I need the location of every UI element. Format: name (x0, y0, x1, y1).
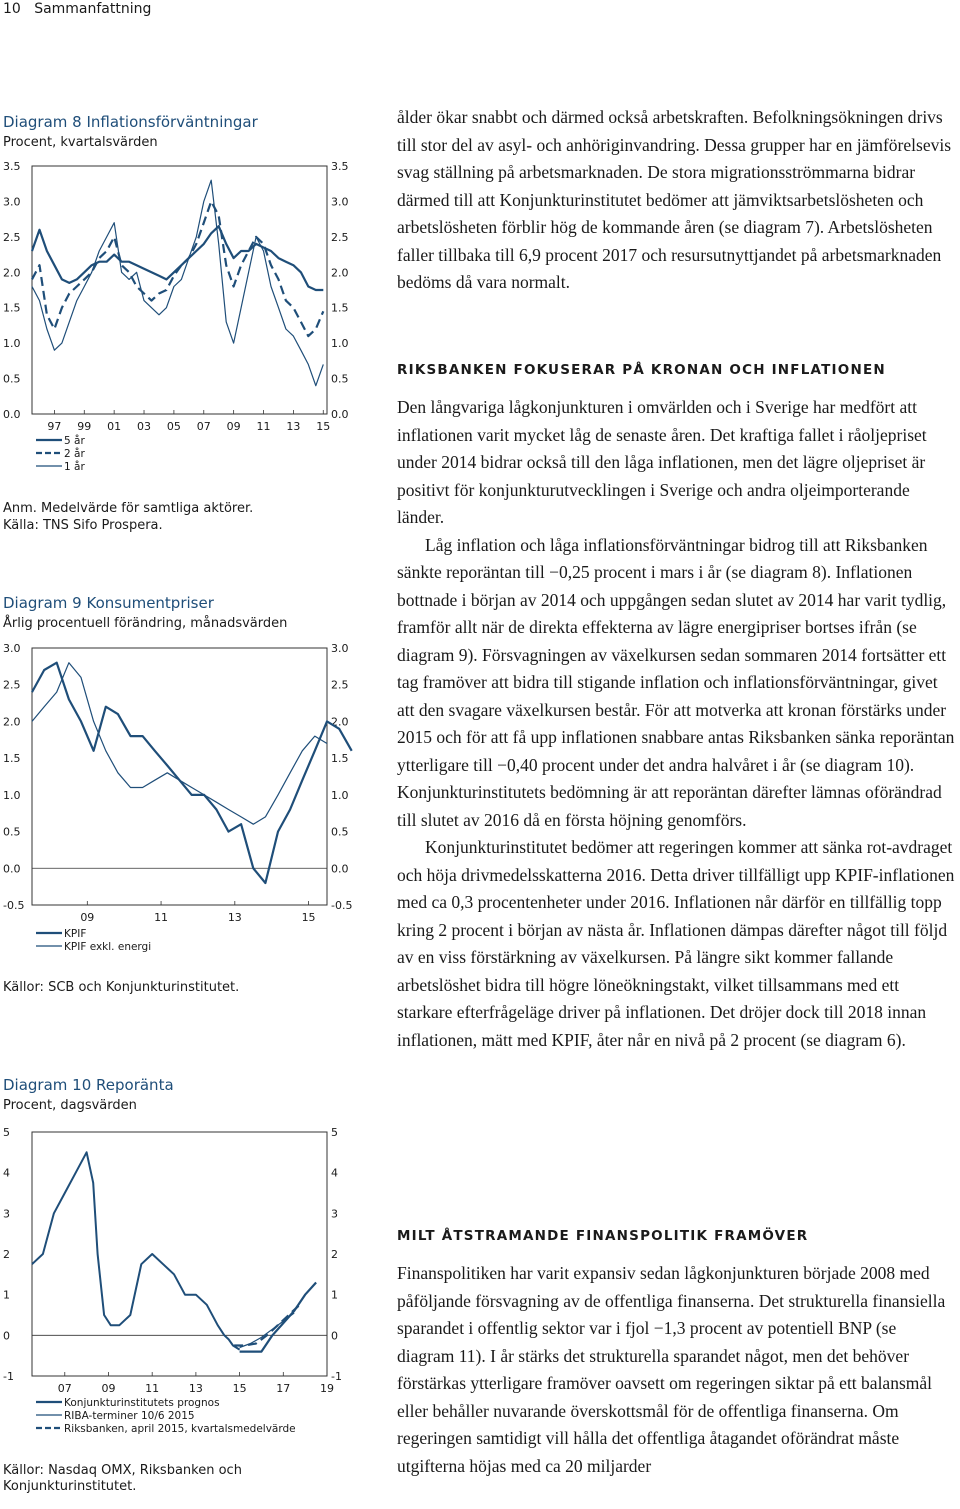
legend-label: 1 år (64, 461, 85, 473)
series-line-2 (234, 1305, 300, 1346)
legend-label: Konjunkturinstitutets prognos (64, 1397, 220, 1409)
x-tick-label: 11 (256, 420, 271, 433)
x-tick-label: 15 (232, 1382, 247, 1395)
x-tick-label: 09 (101, 1382, 116, 1395)
paragraph-lagkonjunktur: Den långvariga lågkonjunkturen i omvärlden och i Sverige har medfört att inflationen varit mycket låg de senaste åren. Det kraftiga fallet i råoljepriset under 2014 bidrar också till den låga inflationen, men det lägre oljepriset är positivt för konjunkturutvecklingen i Sverige och andra oljeimporterande länder. (397, 397, 927, 527)
x-tick-label: 97 (47, 420, 62, 433)
legend-label: 2 år (64, 448, 85, 460)
y-tick-label-right: 0.0 (331, 862, 349, 876)
x-tick-label: 03 (137, 420, 152, 433)
y-tick-label-left: 3.5 (3, 160, 21, 173)
x-tick-label: 13 (227, 911, 242, 924)
series-line-2 (32, 180, 323, 386)
y-tick-label-left: 3 (3, 1207, 10, 1221)
y-tick-label-right: 2.5 (331, 678, 349, 692)
x-tick-label: 09 (226, 420, 241, 433)
legend-label: RIBA-terminer 10/6 2015 (64, 1410, 195, 1422)
y-tick-label-right: 0.0 (331, 408, 349, 421)
paragraph-finanspolitiken: Finanspolitiken har varit expansiv sedan lågkonjunkturen började 2008 med påföljande försvagning av de offentliga finanserna. Det strukturella finansiella sparandet i offentlig sektor var i fjol −1,3 procent av potentiell BNP (se diagram 11). I år stärks det strukturella sparandet något, men det behöver förstärkas ytterligare framöver oavsett om regeringen siktar på ett balansmål eller behåller nuvarande överskottsmål för de offentliga finanserna. Om regeringen samtidigt vill hålla det offentliga åtagandet oförändrat måste utgifterna höjas med ca 20 miljarder (397, 1263, 946, 1476)
x-tick-label: 15 (301, 911, 316, 924)
x-tick-label: 13 (286, 420, 301, 433)
intro-paragraph: ålder ökar snabbt och därmed också arbetskraften. Befolkningsökningen drivs till stor del av asyl- och anhöriginvandring. Dessa grupper har en jämförelsevis svag ställning på arbetsmarknaden. De stora migrationsströmmarna bidrar därmed till att Konjunkturinstitutet bedömer att jämviktsarbetslösheten och arbetslösheten förblir hög de kommande åren (se diagram 7). Arbetslösheten faller tillbaka till 6,9 procent 2017 och resursutnyttjandet på arbetsmarknaden bedöms då vara normalt. (397, 107, 952, 292)
x-tick-label: 01 (107, 420, 122, 433)
y-tick-label-right: 4 (331, 1166, 338, 1180)
right-column (397, 104, 957, 297)
y-tick-label-right: 3.0 (331, 195, 349, 209)
diagram8-title: Diagram 8 Inflationsförväntningar (3, 113, 258, 131)
diagram10-source-line1: Källor: Nasdaq OMX, Riksbanken och (3, 1463, 242, 1478)
x-tick-label: 09 (80, 911, 95, 924)
y-tick-label-right: 1.0 (331, 337, 349, 351)
page-header (3, 1, 151, 17)
y-tick-label-left: 1.0 (3, 337, 21, 351)
diagram8-subtitle: Procent, kvartalsvärden (3, 135, 158, 150)
y-tick-label-left: 0.5 (3, 825, 21, 839)
paragraph-lag-inflation: Låg inflation och låga inflationsförväntningar bidrog till att Riksbanken sänkte reporäntan till −0,25 procent i mars i år (se diagram 8). Inflationen bottnade i början av 2014 och uppgången sedan slutet av 2014 har varit tydlig, framför allt när de direkta effekterna av lägre energipriser bortses ifrån (se diagram 9). Försvagningen av växelkursen sedan sommaren 2014 fortsätter ett tag framöver att bidra till stigande inflation och inflationsförväntningar, givet att den svagare växelkursen består. För att motverka att kronan förstärks under 2015 och för att få upp inflationen snabbare antas Riksbanken sänka reporäntan ytterligare till −0,40 procent under det andra halvåret i år (se diagram 10). Konjunkturinstitutets bedömning är att reporäntan därefter lämnas oförändrad till slutet av 2016 då en första höjning genomförs. (397, 534, 955, 830)
y-tick-label-right: 1.0 (331, 788, 349, 802)
section-name: Sammanfattning (34, 1, 152, 17)
page-number: 10 (3, 1, 21, 17)
y-tick-label-left: 3.0 (3, 195, 21, 209)
series-line-1 (32, 201, 323, 336)
y-tick-label-right: -0.5 (331, 899, 353, 912)
diagram8-chart (0, 150, 370, 510)
y-tick-label-right: 0.5 (331, 372, 349, 386)
diagram10-source-line2: Konjunkturinstitutet. (3, 1479, 137, 1494)
diagram8-source: Källa: TNS Sifo Prospera. (3, 518, 163, 533)
y-tick-label-right: 5 (331, 1126, 338, 1139)
y-tick-label-right: 1.5 (331, 752, 349, 766)
y-tick-label-right: 2.0 (331, 266, 349, 280)
y-tick-label-left: 2.5 (3, 678, 21, 692)
y-tick-label-left: 0.5 (3, 372, 21, 386)
diagram9-subtitle: Årlig procentuell förändring, månadsvärden (3, 616, 288, 631)
y-tick-label-left: 5 (3, 1126, 10, 1139)
y-tick-label-left: 0.0 (3, 408, 21, 421)
x-tick-label: 07 (57, 1382, 72, 1395)
paragraph-regeringen: Konjunkturinstitutet bedömer att regeringen kommer att sänka rot-avdraget och höja drivmedelsskatterna 2016. Detta driver tillfälligt upp KPIF-inflationen med ca 0,3 procentenheter under 2016. Inflationen når därför en tillfällig topp kring 2 procent i början av nästa år. Inflationen dämpas därefter något till följd av en viss förstärkning av växelkursen. På längre sikt kommer fallande arbetslöshet bidra till högre löneökningstakt, vilket tillsammans med ett starkare efterfrågeläge driver på inflationen. Det dröjer dock till 2018 innan inflationen, mätt med KPIF, åter når en nivå på 2 procent (se diagram 6). (397, 837, 955, 1050)
y-tick-label-right: 2.0 (331, 715, 349, 729)
diagram9-chart (0, 635, 370, 965)
x-tick-label: 07 (196, 420, 211, 433)
legend-label: KPIF (64, 928, 87, 940)
series-line-0 (32, 663, 352, 883)
y-tick-label-right: 3 (331, 1207, 338, 1221)
y-tick-label-right: 2.5 (331, 230, 349, 244)
y-tick-label-right: 2 (331, 1248, 338, 1261)
diagram10-title: Diagram 10 Reporänta (3, 1076, 174, 1094)
legend-label: 5 år (64, 435, 85, 447)
y-tick-label-left: -0.5 (3, 899, 25, 912)
y-tick-label-right: 1.5 (331, 301, 349, 315)
x-tick-label: 99 (77, 420, 92, 433)
y-tick-label-left: 1.5 (3, 301, 21, 315)
x-tick-label: 13 (188, 1382, 203, 1395)
y-tick-label-left: -1 (3, 1370, 14, 1383)
x-tick-label: 19 (320, 1382, 334, 1395)
y-tick-label-left: 0 (3, 1329, 10, 1343)
plot-frame (32, 648, 327, 905)
legend-label: Riksbanken, april 2015, kvartalsmedelvärde (64, 1423, 296, 1435)
x-tick-label: 15 (316, 420, 331, 433)
y-tick-label-left: 2.0 (3, 715, 21, 729)
y-tick-label-right: 1 (331, 1288, 338, 1302)
y-tick-label-left: 3.0 (3, 642, 21, 655)
diagram10-subtitle: Procent, dagsvärden (3, 1098, 137, 1113)
diagram9-source: Källor: SCB och Konjunkturinstitutet. (3, 980, 240, 995)
y-tick-label-left: 2.5 (3, 230, 21, 244)
diagram10-chart (0, 1118, 370, 1453)
y-tick-label-right: 0.5 (331, 825, 349, 839)
legend-label: KPIF exkl. energi (64, 941, 152, 953)
y-tick-label-right: -1 (331, 1370, 342, 1383)
diagram9-title: Diagram 9 Konsumentpriser (3, 594, 214, 612)
x-tick-label: 11 (145, 1382, 160, 1395)
x-tick-label: 05 (166, 420, 181, 433)
y-tick-label-left: 1.0 (3, 788, 21, 802)
y-tick-label-right: 3.0 (331, 642, 349, 655)
y-tick-label-right: 3.5 (331, 160, 349, 173)
series-line-1 (32, 663, 327, 825)
y-tick-label-left: 0.0 (3, 862, 21, 876)
y-tick-label-left: 2.0 (3, 266, 21, 280)
series-line-3 (32, 1152, 240, 1349)
section-heading-riksbanken: RIKSBANKEN FOKUSERAR PÅ KRONAN OCH INFLATIONEN (397, 362, 886, 378)
plot-frame (32, 1132, 327, 1376)
y-tick-label-left: 4 (3, 1166, 10, 1180)
y-tick-label-left: 1 (3, 1288, 10, 1302)
diagram8-note: Anm. Medelvärde för samtliga aktörer. (3, 501, 254, 516)
x-tick-label: 11 (154, 911, 169, 924)
section-heading-finanspolitik: MILT ÅTSTRAMANDE FINANSPOLITIK FRAMÖVER (397, 1228, 809, 1244)
x-tick-label: 17 (276, 1382, 291, 1395)
y-tick-label-left: 2 (3, 1248, 10, 1261)
y-tick-label-right: 0 (331, 1329, 338, 1343)
y-tick-label-left: 1.5 (3, 752, 21, 766)
series-line-0 (240, 1283, 317, 1352)
